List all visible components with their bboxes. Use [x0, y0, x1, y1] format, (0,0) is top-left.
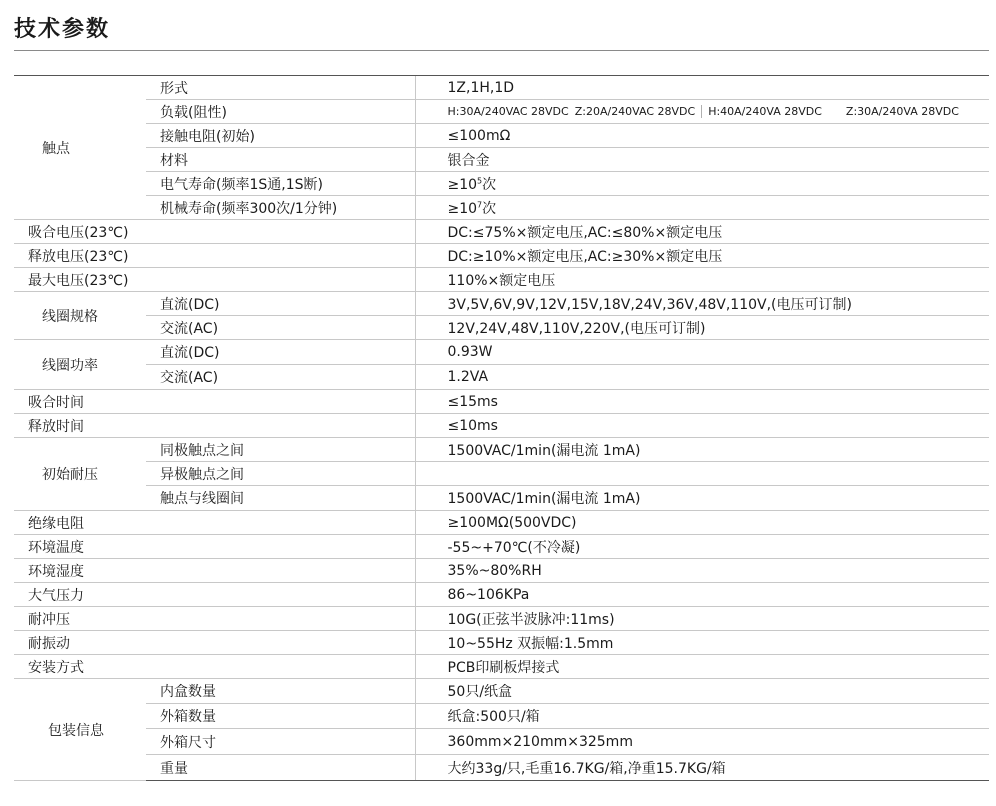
table-row: [14, 220, 989, 244]
param-label: 绝缘电阻: [14, 511, 415, 535]
table-row: [14, 316, 989, 340]
group-label-contact: 触点: [14, 76, 146, 220]
param-label: 触点与线圈间: [146, 486, 415, 511]
param-label: 材料: [146, 148, 415, 172]
table-row: [14, 390, 989, 414]
table-row: [14, 268, 989, 292]
title-divider: [14, 50, 989, 51]
param-value: 86~106KPa: [415, 583, 989, 607]
table-row: [14, 438, 989, 462]
table-row: [14, 124, 989, 148]
table-row: [14, 76, 989, 100]
param-value: $\ge 10^7$次: [415, 196, 989, 220]
group-label-dielectric: 初始耐压: [14, 438, 146, 511]
group-label-coil-power: 线圈功率: [14, 340, 146, 390]
table-row: [14, 631, 989, 655]
param-label: 最大电压(23℃): [14, 268, 415, 292]
param-label: 交流(AC): [146, 316, 415, 340]
param-value: 10G(正弦半波脉冲:11ms): [415, 607, 989, 631]
param-value: 360mm×210mm×325mm: [415, 729, 989, 755]
param-label: 耐冲压: [14, 607, 415, 631]
param-value: $\ge 10^5$次: [415, 172, 989, 196]
param-label: 电气寿命(频率1S通,1S断): [146, 172, 415, 196]
table-row: [14, 414, 989, 438]
table-row: [14, 655, 989, 679]
param-value: 纸盒:500只/箱: [415, 704, 989, 729]
param-label: 负载(阻性): [146, 100, 415, 124]
param-value: 银合金: [415, 148, 989, 172]
param-label: 形式: [146, 76, 415, 100]
param-label: 释放电压(23℃): [14, 244, 415, 268]
param-label: 释放时间: [14, 414, 415, 438]
param-label: 接触电阻(初始): [146, 124, 415, 148]
param-label: 环境湿度: [14, 559, 415, 583]
param-value: ≤10ms: [415, 414, 989, 438]
table-row: [14, 704, 989, 729]
param-value: 1500VAC/1min(漏电流 1mA): [415, 438, 989, 462]
param-value: 110%×额定电压: [415, 268, 989, 292]
table-row: [14, 365, 989, 390]
table-row: [14, 729, 989, 755]
param-value: -55~+70℃(不冷凝): [415, 535, 989, 559]
load-rating: Z:20A/240VAC 28VDC: [574, 105, 696, 118]
spec-table: [14, 75, 989, 781]
table-row: [14, 148, 989, 172]
param-label: 吸合电压(23℃): [14, 220, 415, 244]
table-row: [14, 172, 989, 196]
table-row: [14, 462, 989, 486]
table-row: [14, 679, 989, 704]
param-value: [415, 100, 989, 124]
param-label: 同极触点之间: [146, 438, 415, 462]
param-value: 50只/纸盒: [415, 679, 989, 704]
param-label: 外箱尺寸: [146, 729, 415, 755]
param-value: ≥100MΩ(500VDC): [415, 511, 989, 535]
table-row: [14, 755, 989, 781]
param-label: 耐振动: [14, 631, 415, 655]
load-rating: Z:30A/240VA 28VDC: [845, 105, 959, 118]
param-value: 1Z,1H,1D: [415, 76, 989, 100]
param-value: 1500VAC/1min(漏电流 1mA): [415, 486, 989, 511]
param-value: ≤100mΩ: [415, 124, 989, 148]
param-label: 重量: [146, 755, 415, 781]
param-label: 安装方式: [14, 655, 415, 679]
param-label: 机械寿命(频率300次/1分钟): [146, 196, 415, 220]
param-value: 12V,24V,48V,110V,220V,(电压可订制): [415, 316, 989, 340]
param-value: [415, 462, 989, 486]
param-value: 大约33g/只,毛重16.7KG/箱,净重15.7KG/箱: [415, 755, 989, 781]
param-label: 环境温度: [14, 535, 415, 559]
param-label: 吸合时间: [14, 390, 415, 414]
param-label: 外箱数量: [146, 704, 415, 729]
param-label: 交流(AC): [146, 365, 415, 390]
table-row: [14, 244, 989, 268]
param-value: ≤15ms: [415, 390, 989, 414]
group-label-packing: 包装信息: [14, 679, 146, 781]
param-label: 异极触点之间: [146, 462, 415, 486]
param-label: 直流(DC): [146, 340, 415, 365]
param-value: DC:≤75%×额定电压,AC:≤80%×额定电压: [415, 220, 989, 244]
table-row: [14, 559, 989, 583]
table-row: [14, 100, 989, 124]
table-row: [14, 535, 989, 559]
table-row: [14, 583, 989, 607]
param-value: 0.93W: [415, 340, 989, 365]
param-value: 35%~80%RH: [415, 559, 989, 583]
param-value: 3V,5V,6V,9V,12V,15V,18V,24V,36V,48V,110V,(电压可订制): [415, 292, 989, 316]
param-label: 大气压力: [14, 583, 415, 607]
load-rating: H:30A/240VAC 28VDC: [447, 105, 569, 118]
param-value: 10~55Hz 双振幅:1.5mm: [415, 631, 989, 655]
table-row: [14, 486, 989, 511]
table-row: [14, 511, 989, 535]
load-ratings: [448, 105, 990, 118]
param-value: DC:≥10%×额定电压,AC:≥30%×额定电压: [415, 244, 989, 268]
load-rating: H:40A/240VA 28VDC: [701, 105, 828, 118]
page-title: 技术参数: [14, 17, 111, 42]
param-label: 内盒数量: [146, 679, 415, 704]
group-label-coil-spec: 线圈规格: [14, 292, 146, 340]
table-row: [14, 340, 989, 365]
table-row: [14, 196, 989, 220]
param-value: PCB印刷板焊接式: [415, 655, 989, 679]
table-row: [14, 292, 989, 316]
param-label: 直流(DC): [146, 292, 415, 316]
param-value: 1.2VA: [415, 365, 989, 390]
table-row: [14, 607, 989, 631]
